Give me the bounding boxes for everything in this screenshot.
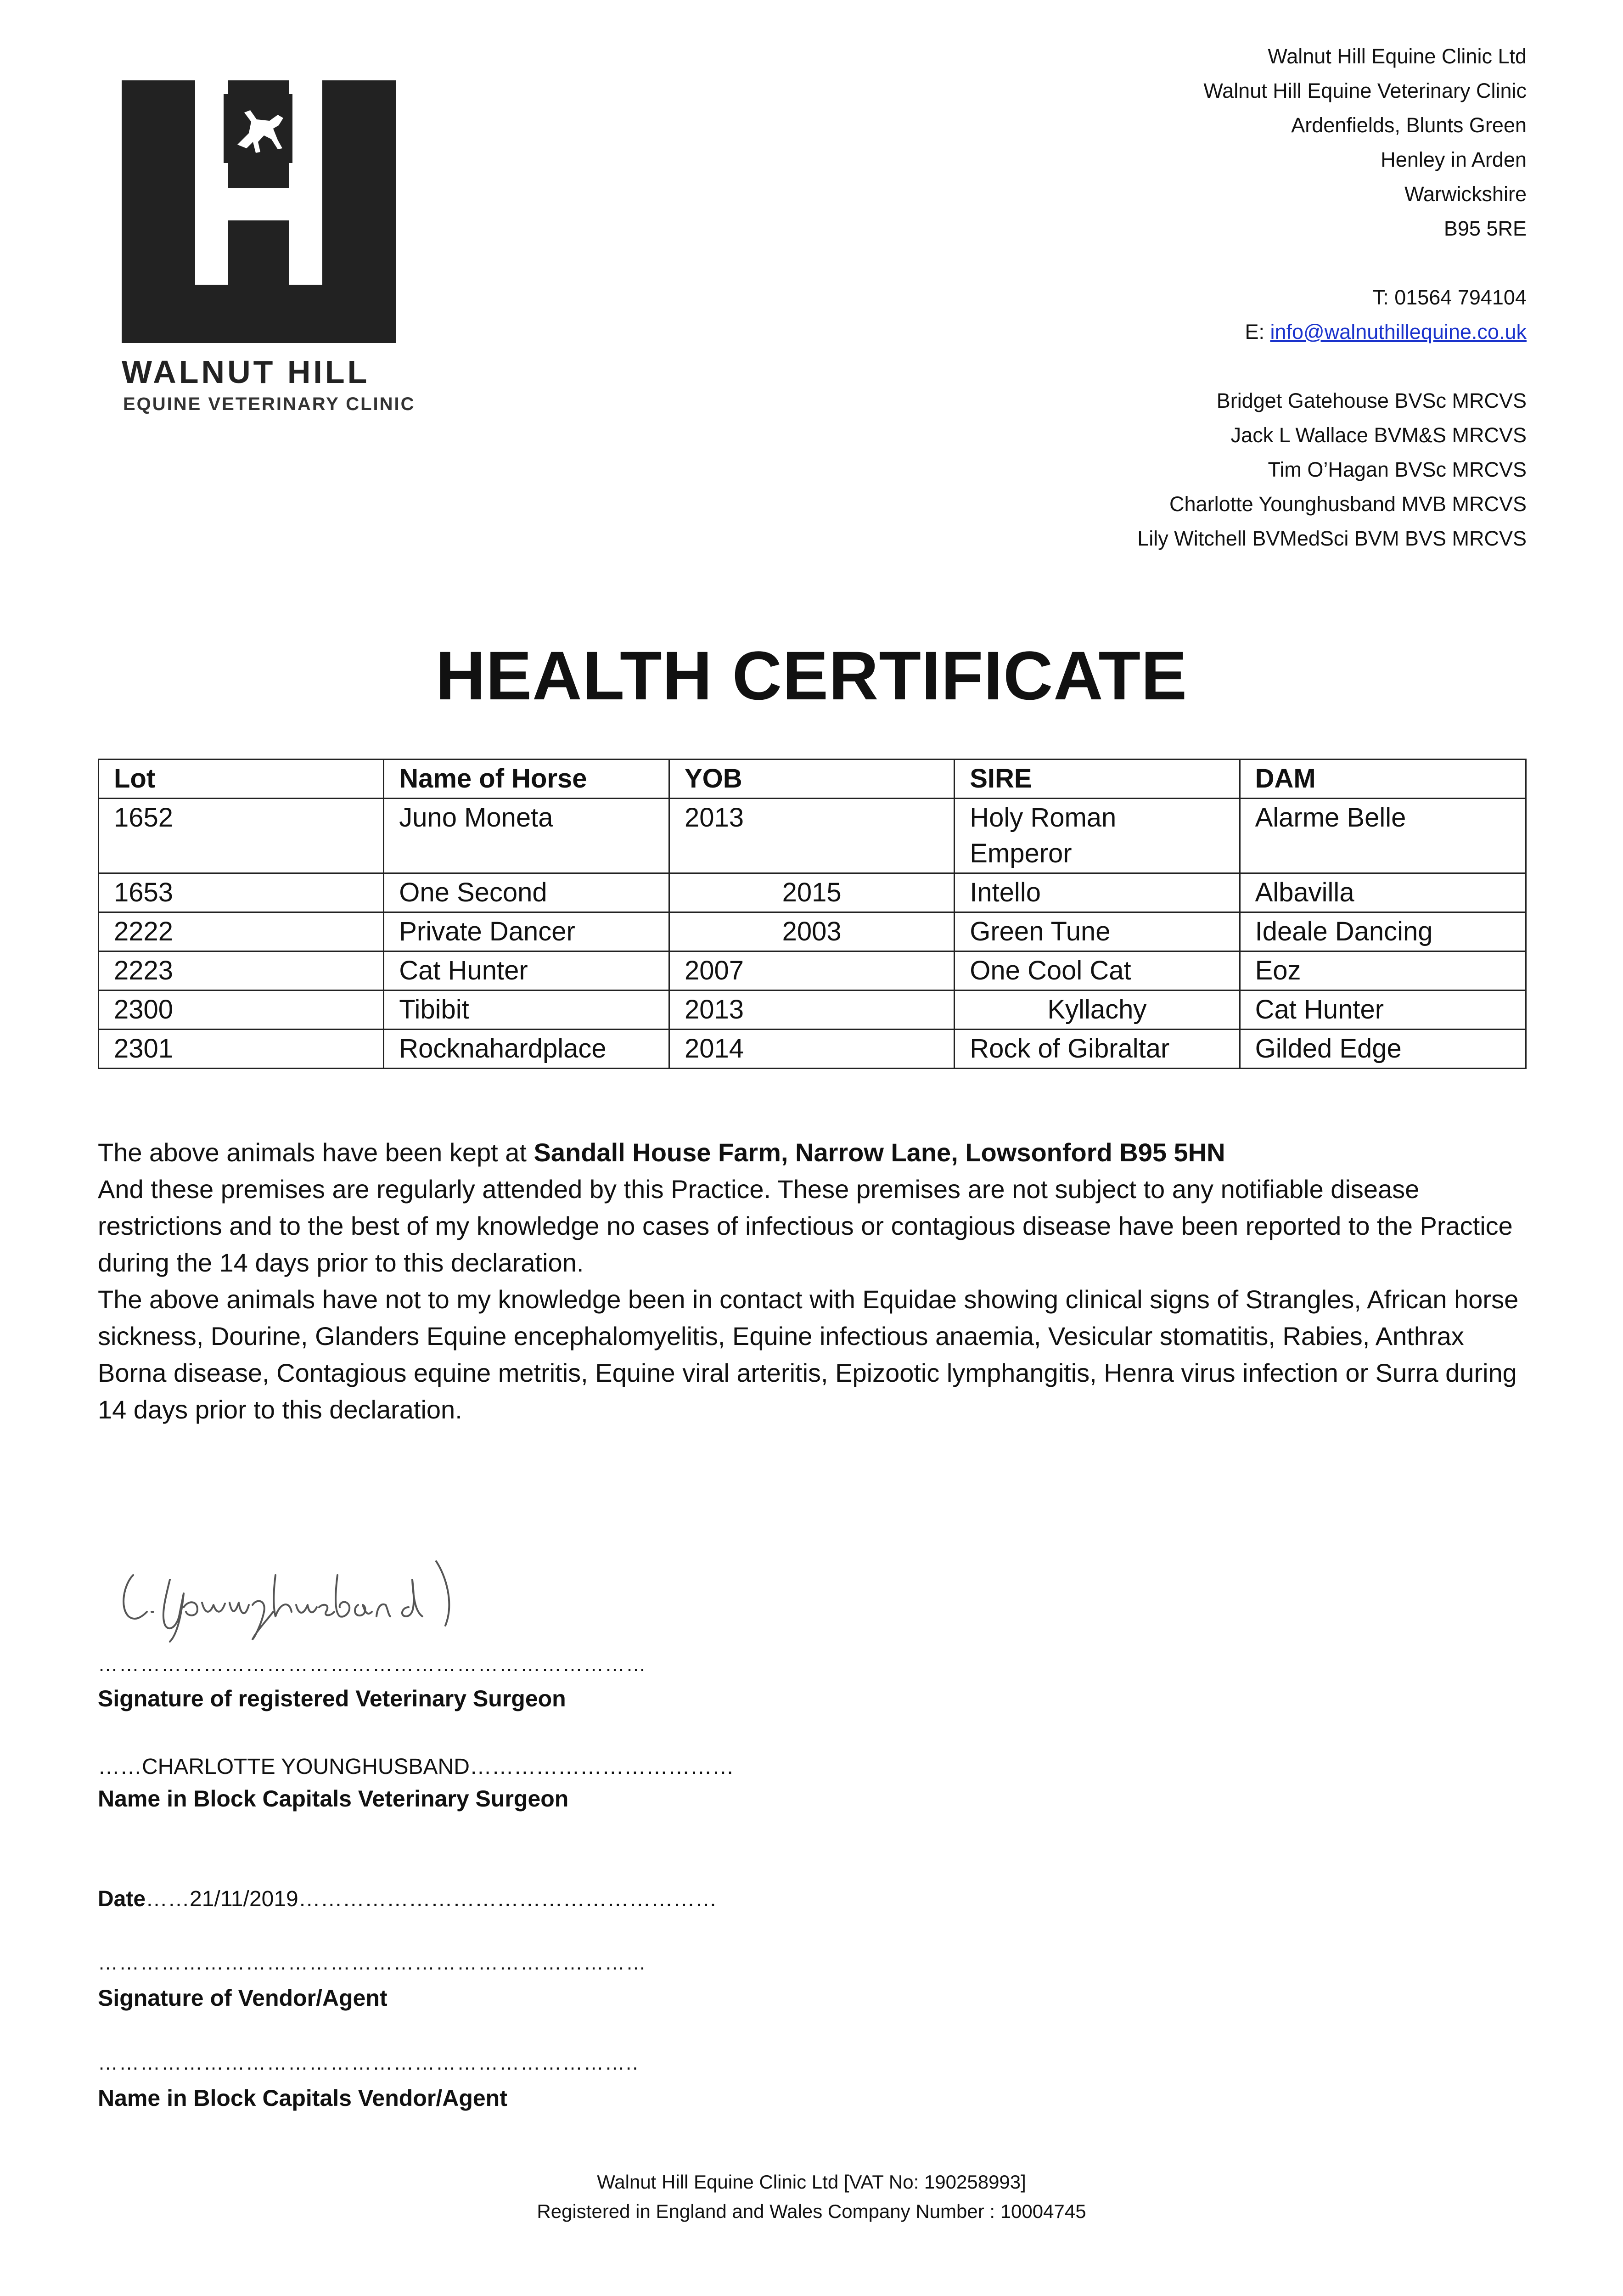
phone-number: T: 01564 794104	[1372, 286, 1527, 309]
cell-name: Tibibit	[384, 990, 669, 1030]
cell-name: Private Dancer	[384, 912, 669, 951]
email-line	[1137, 315, 1527, 349]
address-line: Walnut Hill Equine Veterinary Clinic	[1203, 79, 1527, 102]
cell-yob: 2015	[669, 873, 955, 912]
header-dam: DAM	[1240, 760, 1526, 799]
date-line	[98, 1886, 717, 1912]
declaration-text	[98, 1134, 1527, 1428]
header-sire: SIRE	[955, 760, 1240, 799]
address-line: B95 5RE	[1443, 217, 1527, 240]
cell-name: Rocknahardplace	[384, 1030, 669, 1069]
cell-dam: Ideale Dancing	[1240, 912, 1526, 951]
table-header-row	[99, 760, 1526, 799]
vet-signature-line: ……………………………………………………………………	[98, 1653, 647, 1676]
document-title: HEALTH CERTIFICATE	[435, 637, 1188, 714]
declaration-intro	[98, 1134, 1527, 1171]
cell-lot: 2223	[99, 951, 384, 990]
cell-lot: 2301	[99, 1030, 384, 1069]
address-line: Ardenfields, Blunts Green	[1291, 113, 1527, 137]
date-label: Date	[98, 1887, 146, 1911]
walnut-hill-logo	[122, 80, 396, 343]
date-value: 21/11/2019	[190, 1887, 298, 1911]
header-yob: YOB	[669, 760, 955, 799]
cell-sire: Green Tune	[955, 912, 1240, 951]
table-row	[99, 799, 1526, 873]
cell-name: One Second	[384, 873, 669, 912]
horse-table	[98, 759, 1527, 1069]
address-line: Henley in Arden	[1381, 148, 1527, 171]
cell-yob: 2003	[669, 912, 955, 951]
cell-yob: 2014	[669, 1030, 955, 1069]
clinic-address-block	[1137, 39, 1527, 556]
dots: ………………………………	[469, 1755, 734, 1779]
handwritten-signature	[115, 1548, 537, 1644]
email-prefix: E:	[1245, 320, 1270, 343]
email-link[interactable]: info@walnuthillequine.co.uk	[1270, 320, 1527, 343]
vendor-signature-label: Signature of Vendor/Agent	[98, 1985, 387, 2011]
cell-sire: Holy Roman Emperor	[955, 799, 1240, 873]
logo-name: WALNUT HILL	[122, 354, 370, 390]
vet-name: Lily Witchell BVMedSci BVM BVS MRCVS	[1137, 527, 1527, 550]
vet-name-value: CHARLOTTE YOUNGHUSBAND	[142, 1755, 470, 1779]
dots: …………………………………………………	[298, 1887, 717, 1911]
cell-dam: Cat Hunter	[1240, 990, 1526, 1030]
header-name: Name of Horse	[384, 760, 669, 799]
vet-name-label: Name in Block Capitals Veterinary Surgeon	[98, 1786, 569, 1812]
cell-sire: Intello	[955, 873, 1240, 912]
cell-dam: Alarme Belle	[1240, 799, 1526, 873]
cell-sire: Rock of Gibraltar	[955, 1030, 1240, 1069]
vet-name: Jack L Wallace BVM&S MRCVS	[1230, 423, 1527, 447]
vendor-name-label: Name in Block Capitals Vendor/Agent	[98, 2085, 507, 2111]
cell-sire: One Cool Cat	[955, 951, 1240, 990]
cell-yob: 2013	[669, 990, 955, 1030]
dots: ……	[98, 1755, 142, 1779]
intro-text: The above animals have been kept at	[98, 1138, 534, 1167]
vendor-signature-line: ……………………………………………………………………	[98, 1952, 647, 1974]
cell-dam: Eoz	[1240, 951, 1526, 990]
declaration-para2: The above animals have not to my knowledge been in contact with Equidae showing clinical signs of Strangles, African horse sickness, Dourine, Glanders Equine encephalomyelitis, Equine infectious anaemia, Vesicular stomatitis, Rabies, Anthrax Borna disease, Contagious equine metritis, Equine viral arteritis, Epizootic lymphangitis, Henra virus infection or Surra during 14 days prior to this declaration.	[98, 1285, 1519, 1424]
cell-sire: Kyllachy	[955, 990, 1240, 1030]
cell-yob: 2013	[669, 799, 955, 873]
table-row	[99, 990, 1526, 1030]
table-row	[99, 1030, 1526, 1069]
cell-dam: Gilded Edge	[1240, 1030, 1526, 1069]
vet-signature-label: Signature of registered Veterinary Surgeon	[98, 1686, 566, 1711]
cell-lot: 2222	[99, 912, 384, 951]
footer-registration: Registered in England and Wales Company Number : 10004745	[537, 2200, 1086, 2222]
cell-lot: 1652	[99, 799, 384, 873]
dots: ……	[146, 1887, 190, 1911]
vet-name: Bridget Gatehouse BVSc MRCVS	[1216, 389, 1527, 412]
vendor-name-line: …………………………………………………………………..	[98, 2052, 639, 2074]
vet-name: Tim O’Hagan BVSc MRCVS	[1268, 458, 1527, 481]
table-row	[99, 873, 1526, 912]
declaration-para1: And these premises are regularly attended by this Practice. These premises are not subject to any notifiable disease restrictions and to the best of my knowledge no cases of infectious or contagious disease have been reported to the Practice during the 14 days prior to this declaration.	[98, 1175, 1513, 1277]
cell-name: Cat Hunter	[384, 951, 669, 990]
cell-yob: 2007	[669, 951, 955, 990]
address-line: Walnut Hill Equine Clinic Ltd	[1268, 45, 1527, 68]
vet-name-line	[98, 1754, 734, 1779]
header-lot: Lot	[99, 760, 384, 799]
cell-lot: 2300	[99, 990, 384, 1030]
footer	[0, 2167, 1623, 2226]
cell-name: Juno Moneta	[384, 799, 669, 873]
table-row	[99, 912, 1526, 951]
vet-name: Charlotte Younghusband MVB MRCVS	[1169, 492, 1527, 516]
table-row	[99, 951, 1526, 990]
premises-address: Sandall House Farm, Narrow Lane, Lowsonford B95 5HN	[534, 1138, 1225, 1167]
footer-vat: Walnut Hill Equine Clinic Ltd [VAT No: 190258993]	[597, 2171, 1026, 2193]
address-line: Warwickshire	[1404, 182, 1527, 206]
cell-lot: 1653	[99, 873, 384, 912]
horse-icon	[224, 94, 292, 163]
logo-tagline: EQUINE VETERINARY CLINIC	[123, 394, 416, 414]
cell-dam: Albavilla	[1240, 873, 1526, 912]
